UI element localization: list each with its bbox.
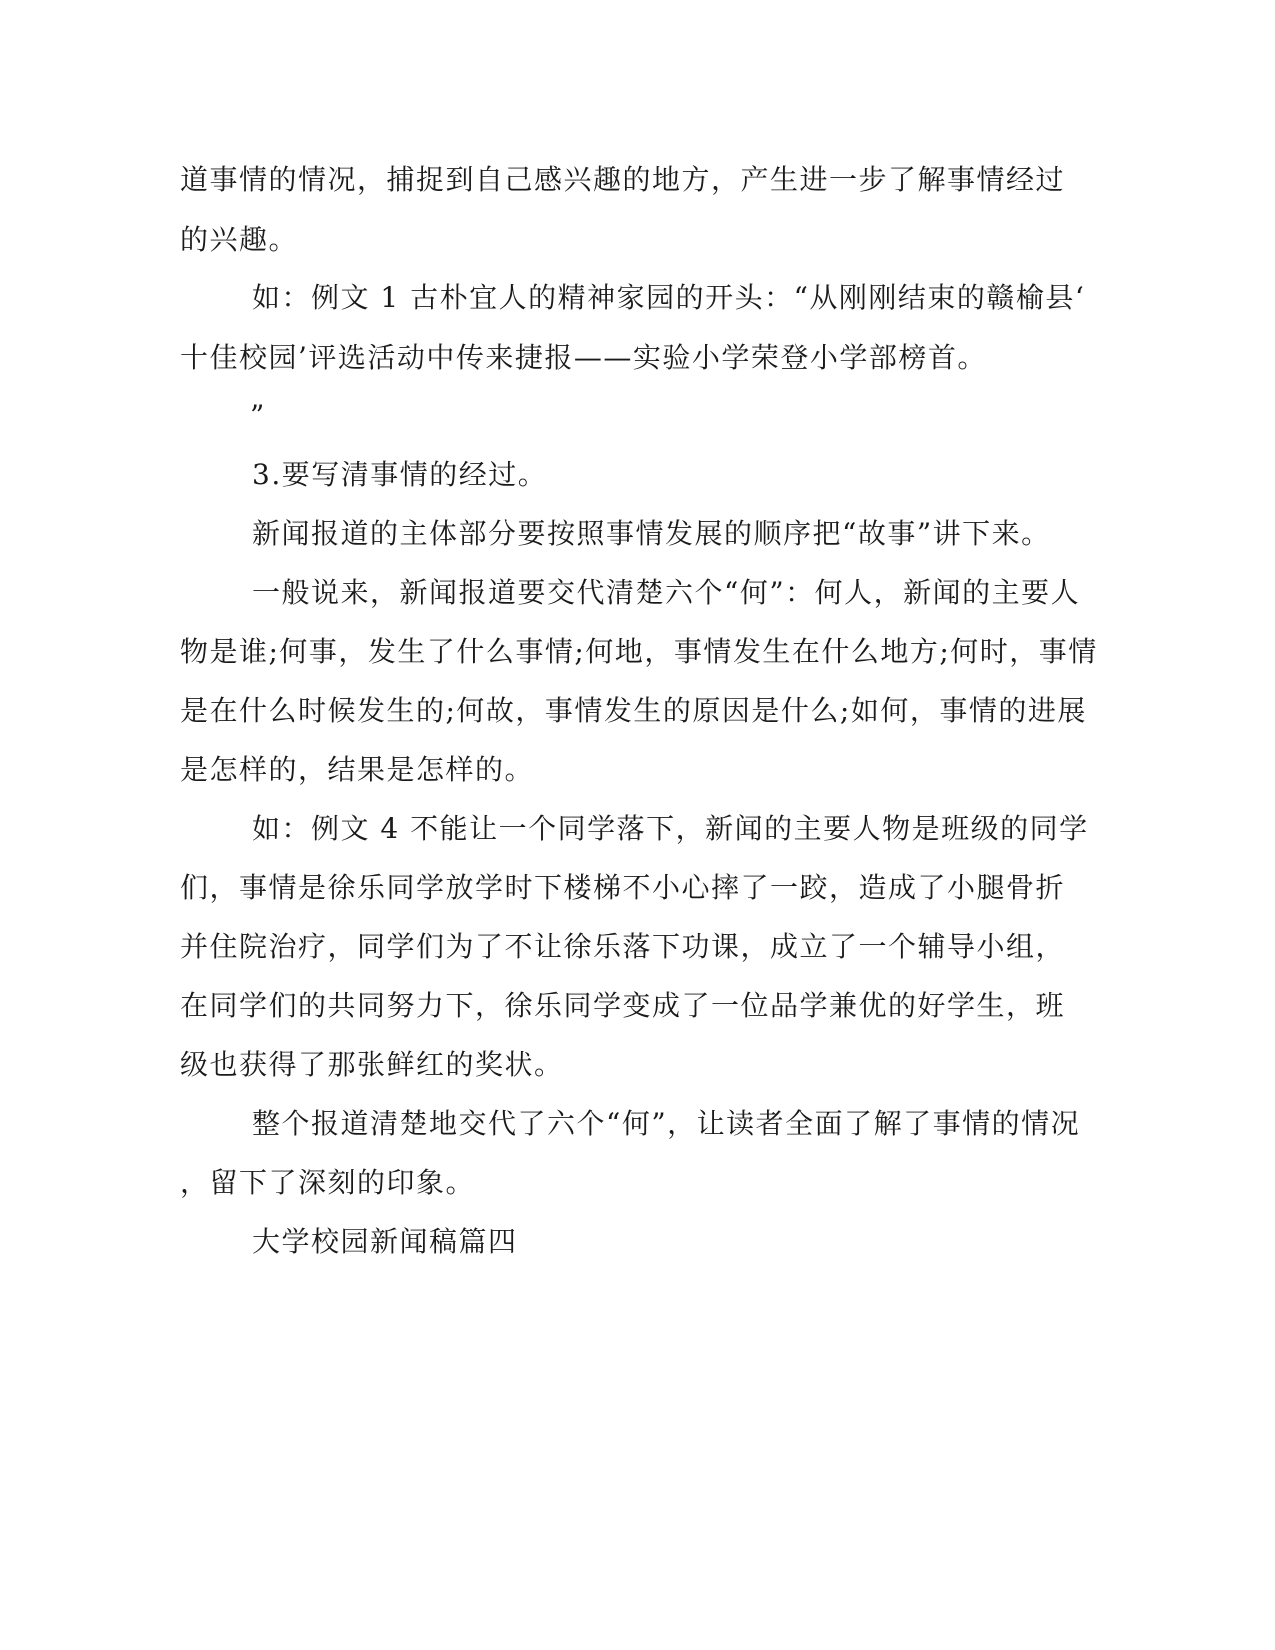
text-line: 一般说来，新闻报道要交代清楚六个“何”：何人，新闻的主要人 bbox=[252, 576, 1081, 609]
text-line: 物是谁;何事，发生了什么事情;何地，事情发生在什么地方;何时，事情 bbox=[180, 635, 1098, 668]
text-line: 在同学们的共同努力下，徐乐同学变成了一位品学兼优的好学生，班 bbox=[180, 989, 1066, 1022]
text-line: ” bbox=[250, 399, 266, 432]
text-line: 是在什么时候发生的;何故，事情发生的原因是什么;如何，事情的进展 bbox=[180, 694, 1087, 727]
text-line: 道事情的情况，捕捉到自己感兴趣的地方，产生进一步了解事情经过 bbox=[180, 163, 1066, 196]
text-line: 们，事情是徐乐同学放学时下楼梯不小心摔了一跤，造成了小腿骨折 bbox=[180, 871, 1066, 904]
text-line: 新闻报道的主体部分要按照事情发展的顺序把“故事”讲下来。 bbox=[252, 517, 1051, 550]
text-line: 并住院治疗，同学们为了不让徐乐落下功课，成立了一个辅导小组， bbox=[180, 930, 1066, 963]
text-line: 级也获得了那张鲜红的奖状。 bbox=[180, 1048, 564, 1081]
text-line: ，留下了深刻的印象。 bbox=[180, 1166, 476, 1199]
section-title: 大学校园新闻稿篇四 bbox=[252, 1225, 518, 1258]
section-heading: 3.要写清事情的经过。 bbox=[252, 458, 548, 491]
text-line: 是怎样的，结果是怎样的。 bbox=[180, 753, 535, 786]
text-line: 整个报道清楚地交代了六个“何”，让读者全面了解了事情的情况 bbox=[252, 1107, 1081, 1140]
text-line: 如：例文 4 不能让一个同学落下，新闻的主要人物是班级的同学 bbox=[252, 812, 1089, 845]
text-line: 十佳校园’评选活动中传来捷报——实验小学荣登小学部榜首。 bbox=[180, 341, 987, 374]
text-line: 如：例文 1 古朴宜人的精神家园的开头：“从刚刚结束的赣榆县‘ bbox=[252, 281, 1086, 314]
text-line: 的兴趣。 bbox=[180, 223, 299, 256]
